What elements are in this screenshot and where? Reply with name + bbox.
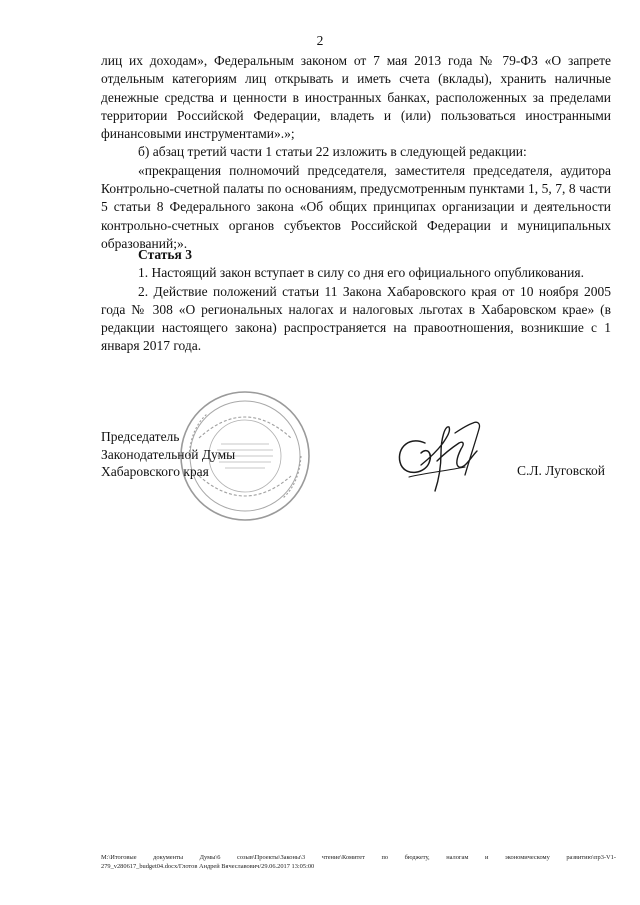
article-title: Статья 3 [138,247,192,262]
document-footer [101,854,616,871]
handwritten-signature [385,413,495,498]
signatory-name: С.Л. Луговской [517,463,605,478]
footer-line: 279_v280617_budget04.docx/Глотов Андрей Вячеславович/29.06.2017 13:05:00 [101,862,315,870]
page-number: 2 [316,33,324,48]
footer-line: M:\Итоговые документы Думы\6 созыв\Проекты\Законы\3 чтение\Комитет по бюджету, налогам и экономическому развитию\пр3-V1- [101,854,616,861]
article-section [101,246,611,356]
signatory-position [101,428,235,481]
position-line: Законодательной Думы [101,446,236,462]
paragraph-continuation: лиц их доходам», Федеральным законом от 7 мая 2013 года № 79-ФЗ «О запрете отдельным категориям лиц открывать и иметь счета (вклады), хранить наличные денежные средства и ценности в иностранных банках, расположенных за пределами территории Российской Федерации, владеть и (или) пользоваться иностранными финансовыми инструментами».»; [101,53,611,142]
article-item-2: 2. Действие положений статьи 11 Закона Хабаровского края от 10 ноября 2005 года № 308 «О региональных налогах и налоговых льготах в Хабаровском крае» (в редакции настоящего закона) распространяется на правоотношения, возникшие с 1 января 2017 года. [101,283,611,354]
position-line: Хабаровского края [101,464,209,479]
paragraph-b: б) абзац третий части 1 статьи 22 изложить в следующей редакции: [138,144,527,160]
paragraph-quote: «прекращения полномочий председателя, заместителя председателя, аудитора Контрольно-счетной палаты по основаниям, предусмотренным пунктами 1, 5, 7, 8 части 5 статьи 8 Федерального закона «Об общих принципах организации и деятельности контрольно-счетных органов субъектов Российской Федерации и муниципальных образований;». [101,162,611,251]
document-body [101,52,611,253]
article-item-1: 1. Настоящий закон вступает в силу со дня его официального опубликования. [138,265,584,281]
position-line: Председатель [101,429,180,444]
